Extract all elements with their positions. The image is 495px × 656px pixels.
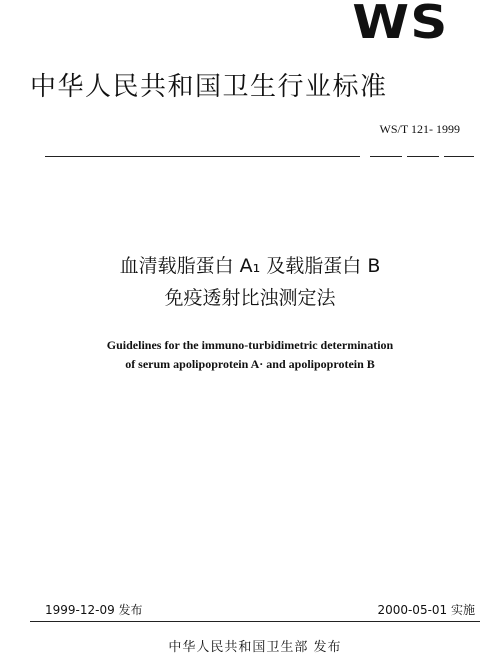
issue-date: 1999-12-09 发布 xyxy=(45,603,143,617)
header-rule-segment xyxy=(444,156,474,157)
english-title xyxy=(60,336,440,374)
standard-code: WS/T 121- 1999 xyxy=(379,122,460,136)
chinese-title-line-1: 血清载脂蛋白 A₁ 及载脂蛋白 B xyxy=(119,255,381,277)
footer-rule xyxy=(30,621,480,622)
header-rule-segment xyxy=(407,156,439,157)
english-title-line-2: of serum apolipoprotein A· and apolipoprotein B xyxy=(125,357,375,371)
organization-title: 中华人民共和国卫生行业标准 xyxy=(30,72,388,102)
english-title-line-1: Guidelines for the immuno-turbidimetric determination xyxy=(106,338,394,352)
chinese-title-line-2: 免疫透射比浊测定法 xyxy=(164,287,336,309)
implementation-date: 2000-05-01 实施 xyxy=(377,603,475,617)
chinese-title xyxy=(40,250,460,314)
ws-logo: WS xyxy=(352,0,449,49)
issuing-authority: 中华人民共和国卫生部 发布 xyxy=(168,640,342,655)
header-rule xyxy=(45,156,360,157)
header-rule-segment xyxy=(370,156,402,157)
